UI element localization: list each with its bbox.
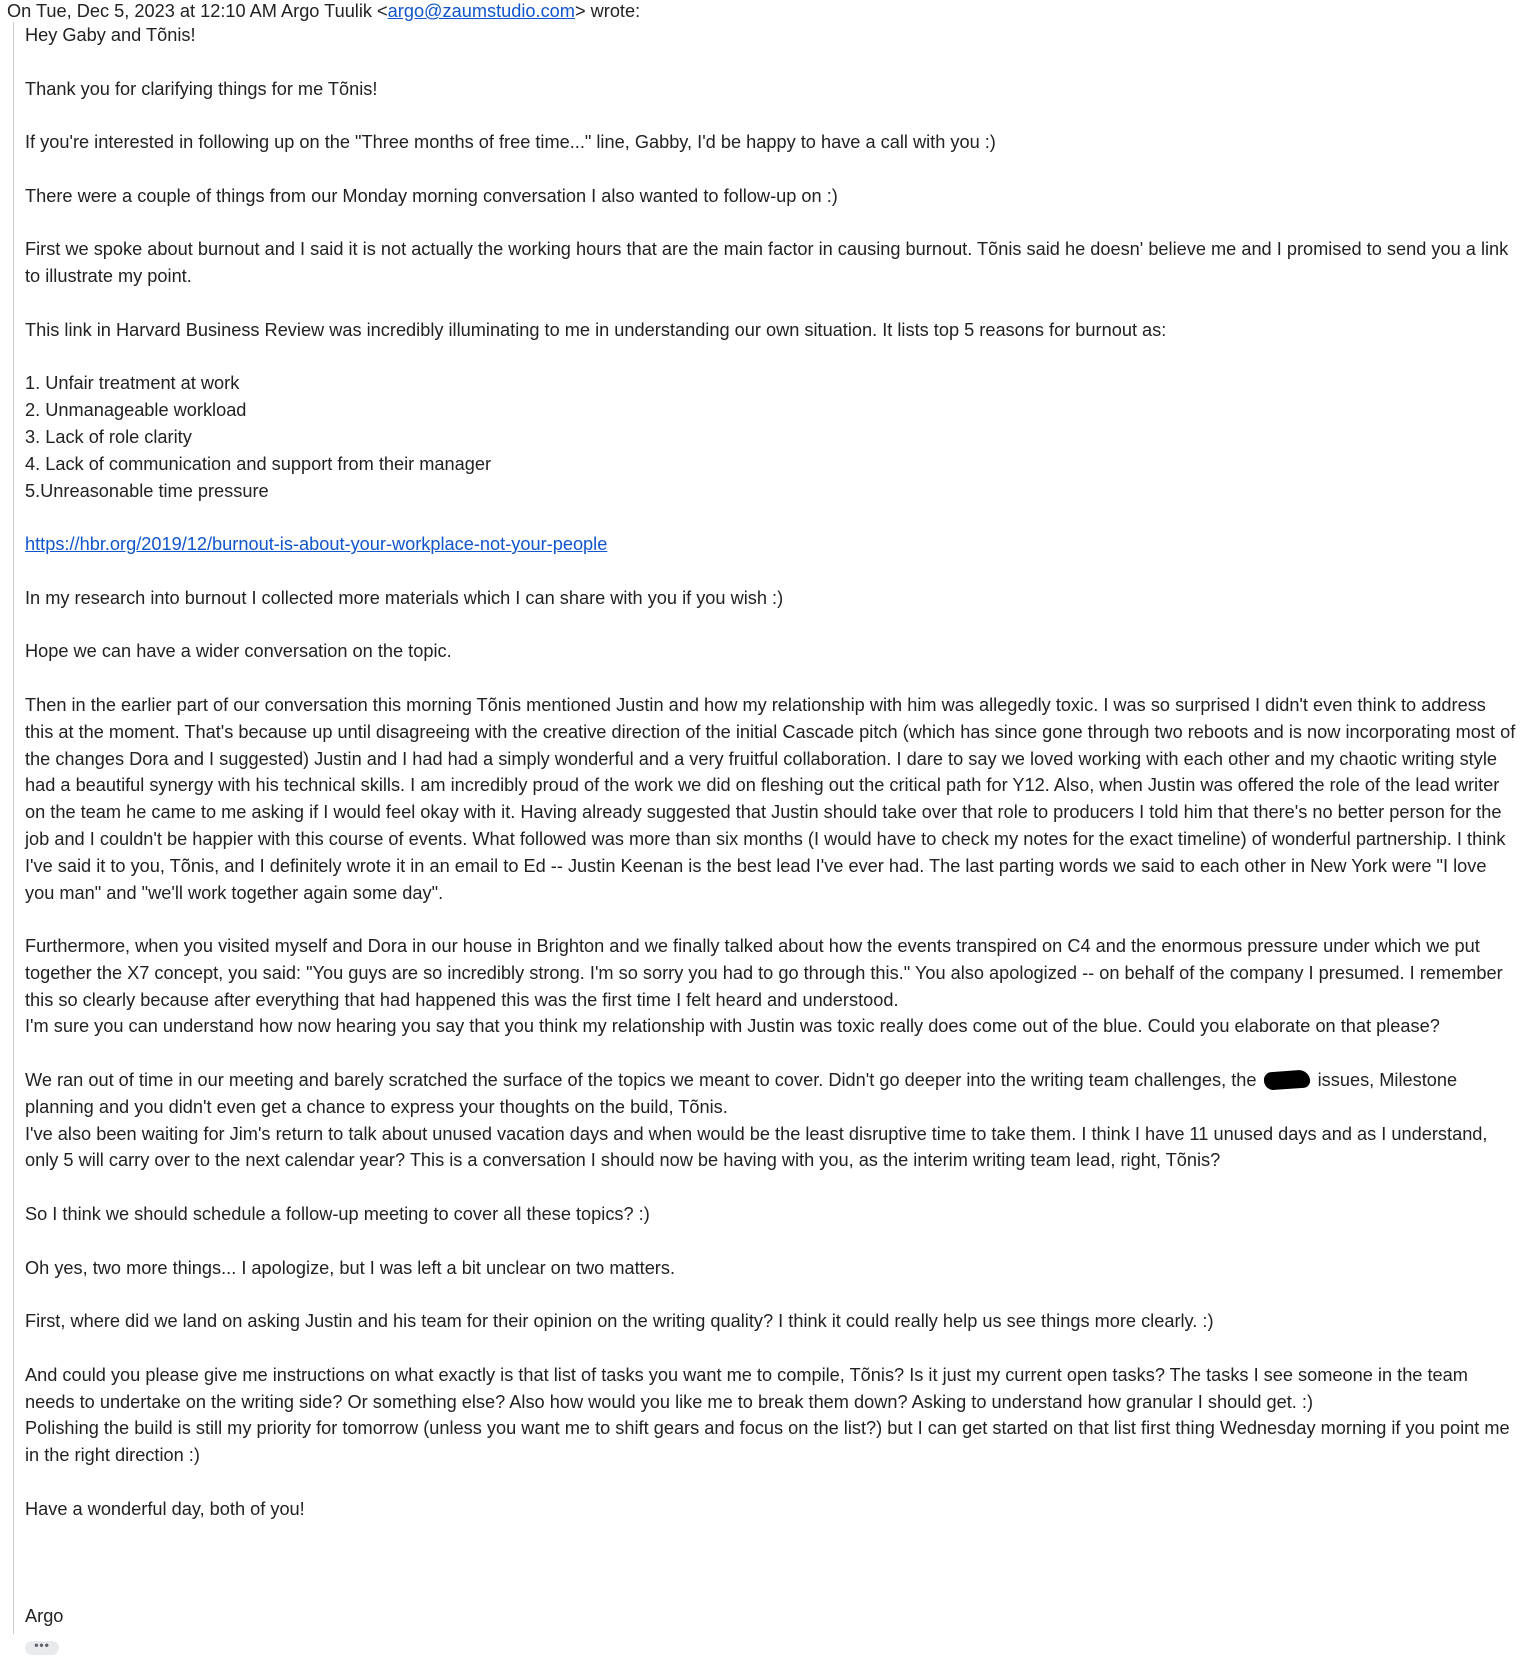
paragraph-meeting	[25, 1067, 1519, 1121]
hbr-link[interactable]: https://hbr.org/2019/12/burnout-is-about-your-workplace-not-your-people	[25, 534, 608, 555]
redaction-mark	[1263, 1069, 1310, 1090]
paragraph-couple-things: There were a couple of things from our Monday morning conversation I also wanted to follow-up on :)	[25, 185, 838, 206]
paragraph-toxic: I'm sure you can understand how now hearing you say that you think my relationship with Justin was toxic really does come out of the blue. Could you elaborate on that please?	[25, 1016, 1440, 1037]
paragraph-vacation: I've also been waiting for Jim's return to talk about unused vacation days and when would be the least disruptive time to take them. I think I have 11 unused days and as I understand, only 5 will carry over to the next calendar year? This is a conversation I should now be having with you, as the interim writing team lead, right, Tõnis?	[25, 1123, 1488, 1171]
list-item: 5.Unreasonable time pressure	[25, 480, 269, 501]
meeting-text-after: issues, Milestone planning and you didn't even get a chance to express your thoughts on the build, Tõnis.	[25, 1070, 1458, 1117]
greeting: Hey Gaby and Tõnis!	[25, 25, 196, 45]
paragraph-hbr-intro: This link in Harvard Business Review was incredibly illuminating to me in understanding our own situation. It lists top 5 reasons for burnout as:	[25, 319, 1167, 340]
paragraph-closing: Have a wonderful day, both of you!	[25, 1498, 305, 1519]
list-item: 4. Lack of communication and support from their manager	[25, 453, 492, 474]
paragraph-two-more: Oh yes, two more things... I apologize, but I was left a bit unclear on two matters.	[25, 1257, 676, 1278]
signature: Argo	[25, 1606, 64, 1627]
meeting-text-before: We ran out of time in our meeting and barely scratched the surface of the topics we meant to cover. Didn't go deeper into the writing team challenges, the	[25, 1070, 1257, 1091]
paragraph-quality: First, where did we land on asking Justin and his team for their opinion on the writing quality? I think it could really help us see things more clearly. :)	[25, 1311, 1214, 1332]
paragraph-thanks: Thank you for clarifying things for me Tõnis!	[25, 78, 378, 99]
list-item: 3. Lack of role clarity	[25, 426, 192, 447]
paragraph-followup-call: If you're interested in following up on the "Three months of free time..." line, Gabby, I'd be happy to have a call with you :)	[25, 132, 996, 153]
paragraph-justin: Then in the earlier part of our conversation this morning Tõnis mentioned Justin and how my relationship with him was allegedly toxic. I was so surprised I didn't even think to address this at the moment. That's because up until disagreeing with the creative direction of the initial Cascade pitch (which has since gone through two reboots and is now incorporating most of the changes Dora and I suggested) Justin and I had had a simply wonderful and a very fruitful collaboration. I dare to say we loved working with each other and my chaotic writing style had a beautiful synergy with his technical skills. I am incredibly proud of the work we did on fleshing out the critical path for Y12. Also, when Justin was offered the role of the lead writer on the team he came to me asking if I would feel okay with it. Having already suggested that Justin should take over that role to producers I told him that there's no better person for the job and I couldn't be happier with this course of events. What followed was more than six months (I would have to check my notes for the exact timeline) of wonderful partnership. I think I've said it to you, Tõnis, and I definitely wrote it in an email to Ed -- Justin Keenan is the best lead I've ever had. The last parting words we said to each other in New York were "I love you man" and "we'll work together again some day".	[25, 694, 1516, 903]
attribution-prefix: On Tue, Dec 5, 2023 at 12:10 AM Argo Tuulik <	[7, 1, 388, 21]
paragraph-polishing: Polishing the build is still my priority for tomorrow (unless you want me to shift gears and focus on the list?) but I can get started on that list first thing Wednesday morning if you point me in the right direction :)	[25, 1418, 1510, 1466]
paragraph-wider: Hope we can have a wider conversation on the topic.	[25, 641, 452, 662]
quoted-message	[13, 22, 1516, 1652]
paragraph-burnout: First we spoke about burnout and I said it is not actually the working hours that are the main factor in causing burnout. Tõnis said he doesn' believe me and I promised to send you a link to illustrate my point.	[25, 239, 1509, 287]
message-body	[25, 22, 1519, 1657]
paragraph-research: In my research into burnout I collected more materials which I can share with you if you wish :)	[25, 587, 784, 608]
sender-email-link[interactable]: argo@zaumstudio.com	[387, 1, 575, 21]
hbr-link-line	[25, 531, 1519, 558]
paragraph-tasks: And could you please give me instructions on what exactly is that list of tasks you want me to compile, Tõnis? Is it just my current open tasks? The tasks I see someone in the team needs to undertake on the writing side? Or something else? Also how would you like me to break them down? Asking to understand how granular I should get. :)	[25, 1364, 1468, 1412]
show-trimmed-content-button[interactable]: •••	[25, 1641, 59, 1655]
paragraph-brighton: Furthermore, when you visited myself and Dora in our house in Brighton and we finally talked about how the events transpired on C4 and the enormous pressure under which we put together the X7 concept, you said: "You guys are so incredibly strong. I'm so sorry you had to go through this." You also apologized -- on behalf of the company I presumed. I remember this so clearly because after everything that had happened this was the first time I felt heard and understood.	[25, 936, 1503, 1010]
list-item: 2. Unmanageable workload	[25, 400, 247, 421]
attribution-suffix: > wrote:	[574, 1, 641, 21]
list-item: 1. Unfair treatment at work	[25, 373, 240, 394]
paragraph-schedule: So I think we should schedule a follow-up meeting to cover all these topics? :)	[25, 1204, 650, 1225]
